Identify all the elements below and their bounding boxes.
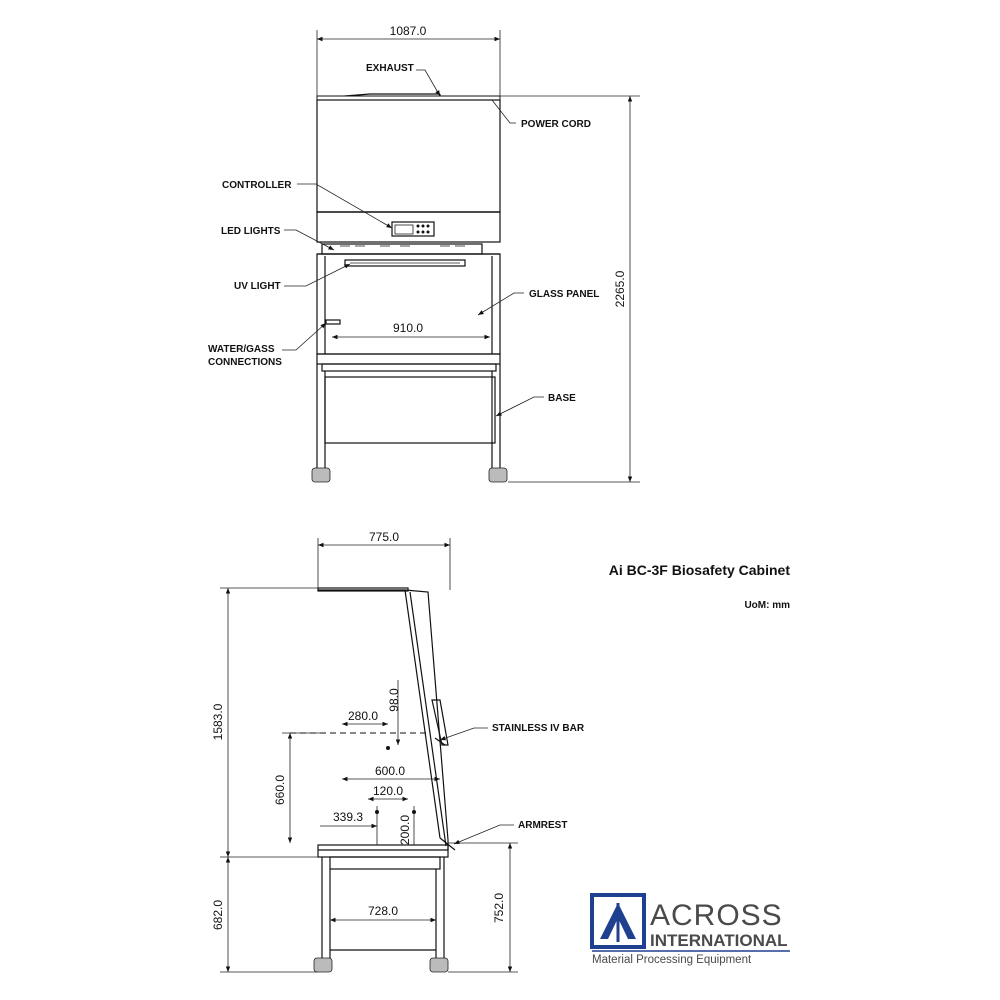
dim-iv-offset: 280.0 [347,709,379,723]
callout-exhaust: EXHAUST [366,63,414,74]
callout-led-lights: LED LIGHTS [221,226,281,237]
callout-uv-light: UV LIGHT [234,281,281,292]
across-logo [592,895,790,966]
dim-work-width: 910.0 [392,321,424,335]
dim-port-height: 200.0 [398,814,412,846]
dim-iv-height: 660.0 [273,774,287,806]
callout-water-gas-line2: CONNECTIONS [208,357,282,368]
dim-front-height: 2265.0 [613,270,627,308]
callout-glass-panel: GLASS PANEL [529,289,600,300]
front-left-caster [312,468,330,482]
logo-tagline: Material Processing Equipment [592,954,752,966]
callout-iv-bar: STAINLESS IV BAR [492,723,585,734]
dim-iv-drop: 98.0 [387,688,401,712]
dim-base-height-total: 752.0 [492,892,506,924]
logo-name: ACROSS [650,899,783,932]
callout-power-cord: POWER CORD [521,119,591,130]
dim-inner-depth: 600.0 [374,764,406,778]
led-light-bar [322,244,482,254]
front-view [208,24,640,482]
dim-base-height: 682.0 [211,899,225,931]
callout-water-gas-line1: WATER/GASS [208,344,275,355]
logo-name2: INTERNATIONAL [650,931,788,950]
dim-side-depth: 775.0 [368,530,400,544]
callout-armrest: ARMREST [518,820,568,831]
unit-of-measure: UoM: mm [744,600,790,611]
side-left-caster [314,958,332,972]
side-right-caster [430,958,448,972]
controller-buttons [417,225,430,234]
dim-front-width: 1087.0 [389,24,427,38]
callout-base: BASE [548,393,576,404]
dim-base-depth: 728.0 [367,904,399,918]
front-right-caster [489,468,507,482]
dim-spacing: 120.0 [372,784,404,798]
drawing-title: Ai BC-3F Biosafety Cabinet [608,562,790,578]
dim-cabinet-height: 1583.0 [211,703,225,741]
dim-front-offset: 339.3 [332,810,364,824]
callout-controller: CONTROLLER [222,180,292,191]
side-view [211,530,585,972]
